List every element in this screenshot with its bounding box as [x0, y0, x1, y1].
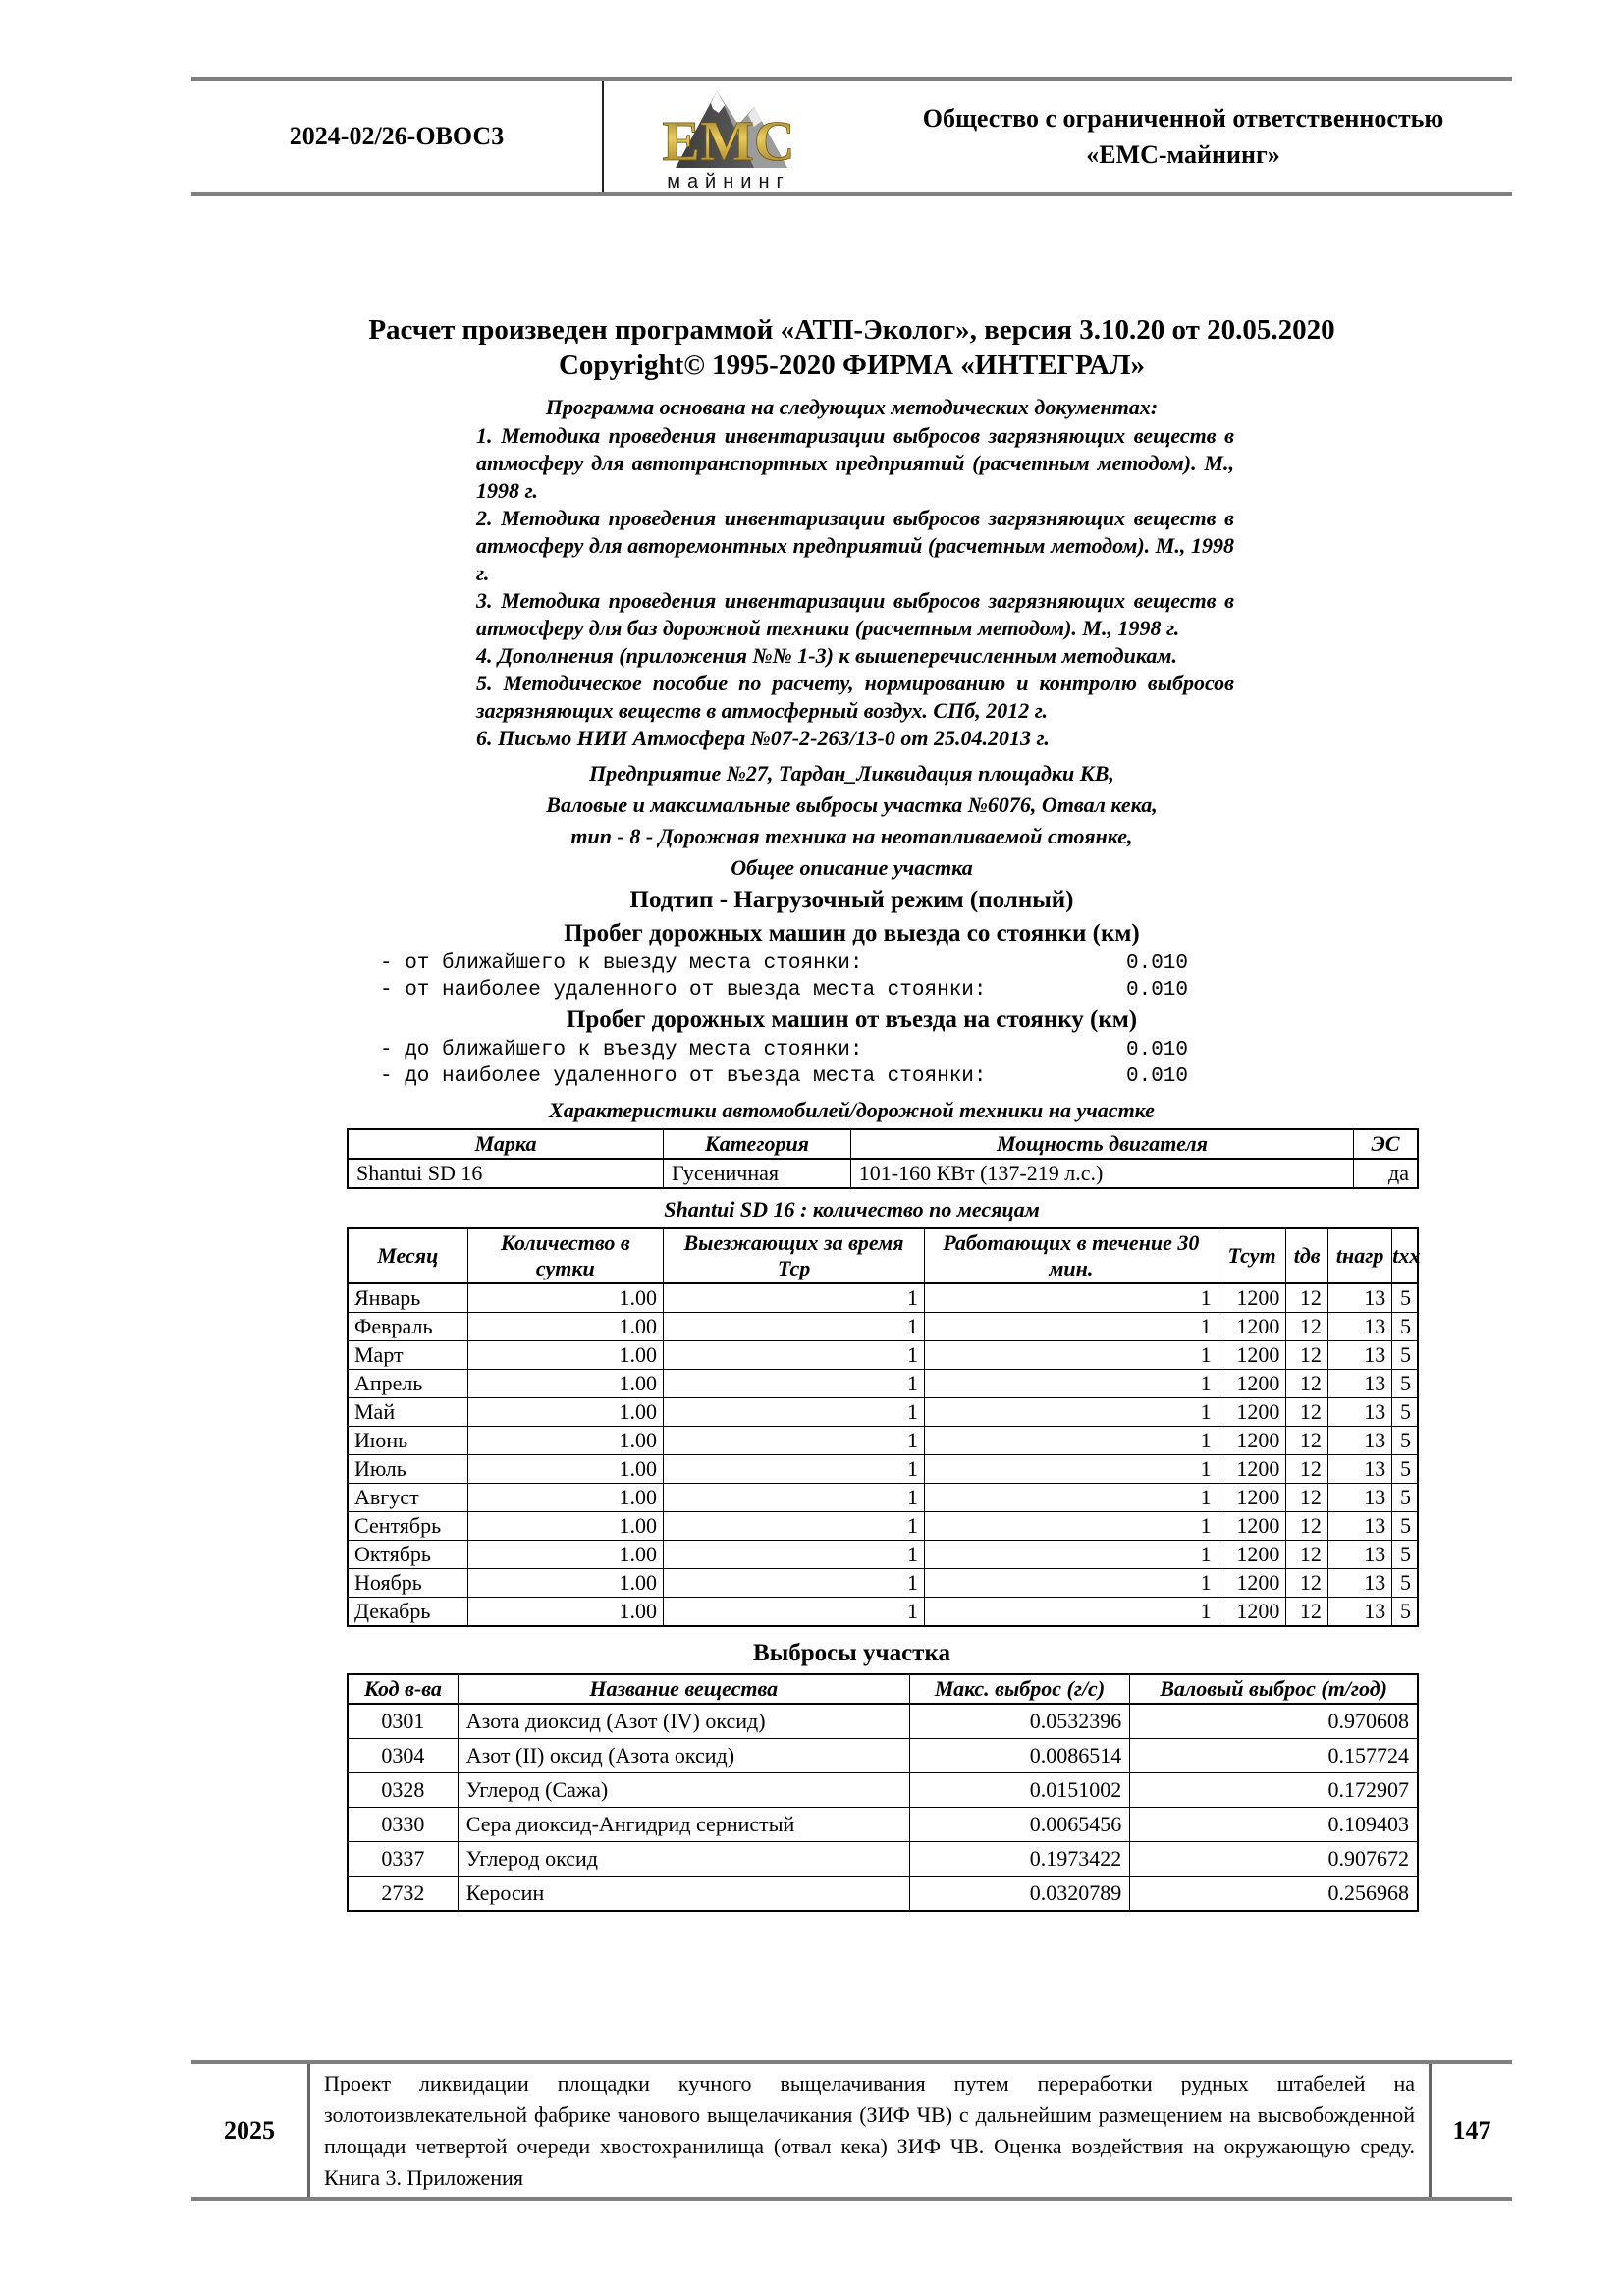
table-cell: 101-160 КВт (137-219 л.с.) [850, 1159, 1353, 1188]
table-cell: Ноябрь [348, 1569, 467, 1598]
table-cell: 1 [664, 1398, 925, 1427]
kv-value: 0.010 [1125, 979, 1188, 1002]
run-in-values [380, 1037, 1188, 1090]
table-cell: 5 [1392, 1398, 1418, 1427]
table-cell: 1 [925, 1341, 1218, 1370]
table-cell: 13 [1327, 1313, 1391, 1341]
column-header: Тсут [1218, 1228, 1286, 1283]
table-cell: 1.00 [467, 1313, 663, 1341]
table-row [348, 1313, 1418, 1341]
table-cell: 5 [1392, 1541, 1418, 1569]
page-footer [191, 2060, 1512, 2201]
table-row [348, 1541, 1418, 1569]
table-cell: 13 [1327, 1541, 1391, 1569]
table-cell: 1 [925, 1370, 1218, 1398]
table-header-row [348, 1129, 1418, 1159]
list-item: 4. Дополнения (приложения №№ 1-3) к вышеперечисленным методикам. [476, 643, 1178, 668]
enterprise-block [191, 758, 1512, 884]
table-cell: 0.0320789 [909, 1877, 1130, 1912]
table-cell: 1.00 [467, 1512, 663, 1541]
kv-row [380, 977, 1188, 1004]
table-cell: 0.970608 [1130, 1704, 1418, 1739]
table-cell: Август [348, 1484, 467, 1512]
column-header: Выезжающих за время Тср [664, 1228, 925, 1283]
column-header: tдв [1286, 1228, 1328, 1283]
table-cell: Апрель [348, 1370, 467, 1398]
table-cell: Shantui SD 16 [348, 1159, 664, 1188]
vehicles-caption: Характеристики автомобилей/дорожной техники на участке [549, 1098, 1155, 1122]
list-item: 3. Методика проведения инвентаризации выбросов загрязняющих веществ в атмосферу для баз дорожной техники (расчетным методом). М., 1998 г. [476, 588, 1234, 640]
company-name-line2: «ЕМС-майнинг» [1086, 140, 1280, 169]
table-cell: 5 [1392, 1370, 1418, 1398]
table-cell: 12 [1286, 1370, 1328, 1398]
list-item: тип - 8 - Дорожная техника на неотапливаемой стоянке, [570, 824, 1133, 848]
table-row [348, 1512, 1418, 1541]
table-cell: 1200 [1218, 1541, 1286, 1569]
table-cell: 1 [925, 1398, 1218, 1427]
emc-mining-logo-icon [638, 83, 820, 193]
list-item: 1. Методика проведения инвентаризации выбросов загрязняющих веществ в атмосферу для автотранспортных предприятий (расчетным методом). М., 1998 г. [476, 423, 1234, 503]
kv-label: - до ближайшего к въезду места стоянки: [380, 1039, 863, 1061]
logo-text: ЕМС [662, 109, 795, 173]
table-cell: 5 [1392, 1455, 1418, 1484]
table-row [348, 1398, 1418, 1427]
table-cell: Май [348, 1398, 467, 1427]
list-item: 2. Методика проведения инвентаризации выбросов загрязняющих веществ в атмосферу для авторемонтных предприятий (расчетным методом). М., 1998 г. [476, 506, 1234, 585]
page-number: 147 [1452, 2115, 1491, 2145]
table-cell: 12 [1286, 1313, 1328, 1341]
table-cell: 1 [664, 1313, 925, 1341]
table-cell: Февраль [348, 1313, 467, 1341]
subtype-line: Подтип - Нагрузочный режим (полный) [629, 887, 1074, 913]
table-cell: 5 [1392, 1427, 1418, 1455]
table-cell: 0.109403 [1130, 1808, 1418, 1842]
report-title-line1: Расчет произведен программой «АТП-Эколог», версия 3.10.20 от 20.05.2020 [368, 314, 1335, 346]
table-cell: 5 [1392, 1313, 1418, 1341]
logo-subtext: майнинг [667, 171, 790, 192]
footer-year: 2025 [191, 2064, 310, 2197]
table-row [348, 1569, 1418, 1598]
table-row [348, 1370, 1418, 1398]
table-cell: Углерод (Сажа) [458, 1773, 909, 1808]
table-cell: 5 [1392, 1512, 1418, 1541]
table-cell: 0.1973422 [909, 1842, 1130, 1877]
kv-label: - от наиболее удаленного от выезда места стоянки: [380, 979, 987, 1002]
list-item: 6. Письмо НИИ Атмосфера №07-2-263/13-0 от 25.04.2013 г. [476, 726, 1050, 750]
table-cell: 1.00 [467, 1370, 663, 1398]
table-cell: 1200 [1218, 1512, 1286, 1541]
table-cell: 1 [925, 1283, 1218, 1313]
list-item: Общее описание участка [731, 855, 973, 880]
table-cell: 5 [1392, 1341, 1418, 1370]
methodology-intro: Программа основана на следующих методических документах: [545, 395, 1159, 419]
table-cell: Январь [348, 1283, 467, 1313]
table-cell: 1.00 [467, 1283, 663, 1313]
table-cell: 1 [664, 1341, 925, 1370]
table-row [348, 1427, 1418, 1455]
monthly-table [347, 1227, 1419, 1627]
table-cell: 1200 [1218, 1569, 1286, 1598]
table-row [348, 1739, 1418, 1773]
table-cell: 1 [925, 1512, 1218, 1541]
table-cell: 12 [1286, 1427, 1328, 1455]
table-cell: 5 [1392, 1598, 1418, 1627]
table-cell: 2732 [348, 1877, 458, 1912]
table-cell: 1 [664, 1569, 925, 1598]
table-cell: 0.907672 [1130, 1842, 1418, 1877]
table-cell: 13 [1327, 1341, 1391, 1370]
column-header: Название вещества [458, 1674, 909, 1704]
column-header: Код в-ва [348, 1674, 458, 1704]
table-row [348, 1842, 1418, 1877]
table-cell: 1200 [1218, 1283, 1286, 1313]
table-cell: Март [348, 1341, 467, 1370]
table-cell: 13 [1327, 1398, 1391, 1427]
table-cell: 0.0151002 [909, 1773, 1130, 1808]
table-header-row [348, 1228, 1418, 1283]
column-header: Марка [348, 1129, 664, 1159]
company-logo [604, 81, 854, 192]
table-cell: 1200 [1218, 1427, 1286, 1455]
table-cell: 1200 [1218, 1455, 1286, 1484]
table-cell: 13 [1327, 1370, 1391, 1398]
table-cell: 1 [925, 1455, 1218, 1484]
table-cell: 1.00 [467, 1398, 663, 1427]
table-cell: Декабрь [348, 1598, 467, 1627]
table-cell: 0.0086514 [909, 1739, 1130, 1773]
table-cell: 1.00 [467, 1427, 663, 1455]
column-header: Мощность двигателя [850, 1129, 1353, 1159]
company-name [854, 81, 1512, 192]
page-header [191, 77, 1512, 196]
kv-row [380, 1063, 1188, 1090]
table-cell: 1.00 [467, 1484, 663, 1512]
table-row [348, 1341, 1418, 1370]
table-row [348, 1283, 1418, 1313]
table-cell: 1 [925, 1541, 1218, 1569]
kv-row [380, 951, 1188, 977]
table-cell: 12 [1286, 1569, 1328, 1598]
table-cell: 1 [664, 1455, 925, 1484]
table-row [348, 1808, 1418, 1842]
table-cell: да [1354, 1159, 1418, 1188]
emissions-heading: Выбросы участка [753, 1640, 950, 1666]
column-header: tнагр [1327, 1228, 1391, 1283]
column-header: Работающих в течение 30 мин. [925, 1228, 1218, 1283]
table-cell: 1 [664, 1427, 925, 1455]
kv-value: 0.010 [1125, 952, 1188, 975]
table-cell: 5 [1392, 1484, 1418, 1512]
table-cell: 13 [1327, 1455, 1391, 1484]
table-cell: Гусеничная [664, 1159, 851, 1188]
vehicles-table [347, 1128, 1419, 1189]
table-cell: 13 [1327, 1569, 1391, 1598]
table-cell: 0.172907 [1130, 1773, 1418, 1808]
run-out-title: Пробег дорожных машин до выезда со стоянки (км) [564, 920, 1140, 947]
document-body [191, 312, 1512, 1912]
table-cell: 13 [1327, 1598, 1391, 1627]
table-cell: Углерод оксид [458, 1842, 909, 1877]
table-row [348, 1455, 1418, 1484]
column-header: txx [1392, 1228, 1418, 1283]
table-cell: 1200 [1218, 1313, 1286, 1341]
table-cell: 0304 [348, 1739, 458, 1773]
table-cell: 13 [1327, 1427, 1391, 1455]
table-cell: Сера диоксид-Ангидрид сернистый [458, 1808, 909, 1842]
column-header: Валовый выброс (т/год) [1130, 1674, 1418, 1704]
table-cell: Сентябрь [348, 1512, 467, 1541]
table-cell: 12 [1286, 1341, 1328, 1370]
kv-label: - до наиболее удаленного от въезда места стоянки: [380, 1065, 987, 1088]
table-cell: Июнь [348, 1427, 467, 1455]
document-code: 2024-02/26-ОВОС3 [191, 81, 604, 192]
table-cell: 12 [1286, 1598, 1328, 1627]
table-cell: 1 [925, 1313, 1218, 1341]
run-out-values [380, 951, 1188, 1004]
company-name-line1: Общество с ограниченной ответственностью [922, 104, 1444, 133]
table-cell: 1.00 [467, 1341, 663, 1370]
emissions-table [347, 1673, 1419, 1912]
table-cell: Керосин [458, 1877, 909, 1912]
table-cell: 1 [925, 1598, 1218, 1627]
table-cell: 1200 [1218, 1341, 1286, 1370]
table-row [348, 1484, 1418, 1512]
table-cell: Июль [348, 1455, 467, 1484]
table-cell: 1 [664, 1370, 925, 1398]
column-header: Категория [664, 1129, 851, 1159]
table-cell: 0.0065456 [909, 1808, 1130, 1842]
column-header: ЭС [1354, 1129, 1418, 1159]
table-cell: 13 [1327, 1283, 1391, 1313]
table-cell: 0301 [348, 1704, 458, 1739]
table-row [348, 1877, 1418, 1912]
table-cell: 12 [1286, 1398, 1328, 1427]
table-cell: 0.157724 [1130, 1739, 1418, 1773]
run-in-title: Пробег дорожных машин от въезда на стоянку (км) [566, 1006, 1138, 1033]
table-cell: 1200 [1218, 1484, 1286, 1512]
table-cell: 1 [925, 1484, 1218, 1512]
table-row [348, 1773, 1418, 1808]
table-cell: 0337 [348, 1842, 458, 1877]
table-cell: 1 [664, 1598, 925, 1627]
table-cell: 0330 [348, 1808, 458, 1842]
table-cell: 12 [1286, 1455, 1328, 1484]
table-cell: 12 [1286, 1512, 1328, 1541]
table-cell: Октябрь [348, 1541, 467, 1569]
table-cell: 5 [1392, 1283, 1418, 1313]
column-header: Макс. выброс (г/с) [909, 1674, 1130, 1704]
table-cell: 1 [664, 1283, 925, 1313]
column-header: Месяц [348, 1228, 467, 1283]
monthly-caption: Shantui SD 16 : количество по месяцам [664, 1197, 1040, 1222]
table-cell: 12 [1286, 1283, 1328, 1313]
table-cell: 1200 [1218, 1598, 1286, 1627]
table-cell: 1.00 [467, 1541, 663, 1569]
table-cell: 1 [664, 1512, 925, 1541]
list-item: Предприятие №27, Тардан_Ликвидация площадки КВ, [589, 761, 1114, 786]
footer-description-cell [310, 2064, 1432, 2197]
report-title-line2: Copyright© 1995-2020 ФИРМА «ИНТЕГРАЛ» [558, 350, 1146, 381]
footer-description: Проект ликвидации площадки кучного выщелачивания путем переработки рудных штабелей на золотоизвлекательной фабрике чанового выщелачикания (ЗИФ ЧВ) с дальнейшим размещением на высвобожденной площади четвертой очереди хвостохранилища (отвал кека) ЗИФ ЧВ. Оценка воздействия на окружающую среду. Книга 3. Приложения [324, 2070, 1415, 2190]
kv-value: 0.010 [1125, 1065, 1188, 1088]
table-cell: 0.256968 [1130, 1877, 1418, 1912]
table-row [348, 1704, 1418, 1739]
table-cell: 13 [1327, 1512, 1391, 1541]
methodology-list [476, 422, 1234, 752]
table-cell: 5 [1392, 1569, 1418, 1598]
kv-value: 0.010 [1125, 1039, 1188, 1061]
list-item: 5. Методическое пособие по расчету, нормированию и контролю выбросов загрязняющих веществ в атмосферный воздух. СПб, 2012 г. [476, 671, 1234, 723]
table-cell: 1 [664, 1484, 925, 1512]
table-cell: Азота диоксид (Азот (IV) оксид) [458, 1704, 909, 1739]
table-cell: 13 [1327, 1484, 1391, 1512]
table-cell: 0.0532396 [909, 1704, 1130, 1739]
table-row [348, 1598, 1418, 1627]
table-cell: 12 [1286, 1541, 1328, 1569]
table-cell: 1 [925, 1427, 1218, 1455]
table-cell: 1.00 [467, 1598, 663, 1627]
kv-row [380, 1037, 1188, 1063]
table-cell: 1 [664, 1541, 925, 1569]
list-item: Валовые и максимальные выбросы участка №6076, Отвал кека, [546, 792, 1158, 817]
table-cell: 1200 [1218, 1398, 1286, 1427]
table-row [348, 1159, 1418, 1188]
table-header-row [348, 1674, 1418, 1704]
table-cell: 1 [925, 1569, 1218, 1598]
kv-label: - от ближайшего к выезду места стоянки: [380, 952, 863, 975]
table-cell: 1.00 [467, 1455, 663, 1484]
table-cell: 12 [1286, 1484, 1328, 1512]
table-cell: 0328 [348, 1773, 458, 1808]
table-cell: 1200 [1218, 1370, 1286, 1398]
column-header: Количество в сутки [467, 1228, 663, 1283]
table-cell: Азот (II) оксид (Азота оксид) [458, 1739, 909, 1773]
table-cell: 1.00 [467, 1569, 663, 1598]
